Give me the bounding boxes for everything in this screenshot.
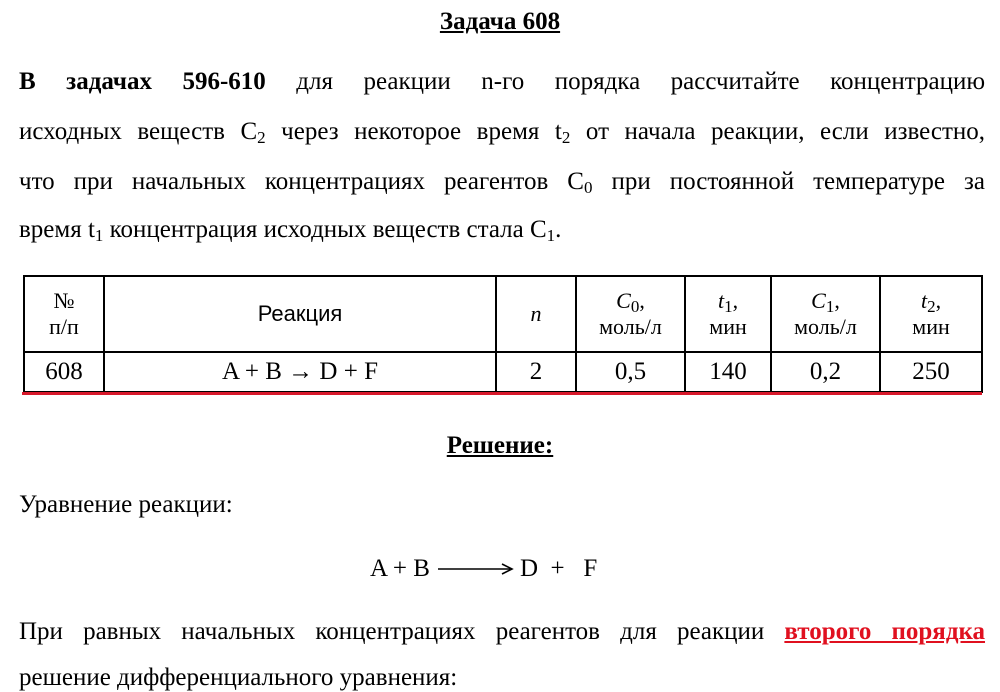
red-underline (22, 392, 982, 395)
closing-line-2: решение дифференциального уравнения: (19, 664, 458, 691)
reaction-arrow-icon (436, 561, 514, 577)
intro-line-2-sub: 2 (257, 128, 266, 147)
intro-line-3-b: при постоянной температуре за (592, 168, 985, 195)
reaction-equation (370, 555, 597, 583)
header-num: № п/п (24, 276, 104, 352)
intro-line-3-a: что при начальных концентрациях реагентов C (19, 168, 584, 195)
equation-left: A + B (370, 555, 430, 582)
header-c1: $C_1$, моль/л (771, 276, 880, 352)
header-reaction: Реакция (104, 276, 496, 352)
cell-num: 608 (24, 352, 104, 392)
header-t1: $t_1$, мин (685, 276, 771, 352)
intro-line-4-c: . (555, 216, 562, 243)
cell-t2: 250 (880, 352, 982, 392)
intro-line-4-sub: 1 (94, 226, 104, 245)
closing-text: При равных начальных концентрациях реагентов для реакции (19, 618, 785, 645)
second-order-highlight: второго порядка (784, 618, 986, 645)
intro-line-1 (19, 68, 985, 96)
cell-t1: 140 (685, 352, 771, 392)
task-table (23, 275, 983, 393)
table-header-row (24, 276, 982, 352)
task-title: Задача 608 (439, 8, 561, 35)
intro-line-4-sub2: 1 (546, 226, 556, 245)
intro-line-3-sub: 0 (583, 178, 593, 197)
intro-line-4 (19, 216, 985, 244)
solution-title: Решение: (446, 432, 554, 459)
cell-c0: 0,5 (576, 352, 685, 392)
intro-line-2-a: исходных веществ C (19, 118, 258, 145)
header-order: n (496, 276, 576, 352)
table-row (24, 352, 982, 392)
cell-order: 2 (496, 352, 576, 392)
header-t2: $t_2$, мин (880, 276, 982, 352)
cell-reaction: A + B → D + F (104, 352, 496, 392)
equation-right: D + F (519, 555, 598, 582)
equation-label: Уравнение реакции: (19, 491, 233, 518)
intro-line-2-c: от начала реакции, если известно, (570, 118, 986, 145)
intro-line-4-a: время t (19, 216, 95, 243)
intro-line-2-b: через некоторое время t (265, 118, 562, 145)
intro-bold-range: В задачах 596-610 (19, 68, 266, 95)
closing-line-1 (19, 618, 985, 646)
intro-line-3 (19, 168, 985, 196)
cell-c1: 0,2 (771, 352, 880, 392)
header-c0: $C_0$, моль/л (576, 276, 685, 352)
intro-line-2-sub2: 2 (561, 128, 571, 147)
intro-line-1-text: для реакции n-го порядка рассчитайте концентрацию (265, 68, 986, 95)
intro-line-4-b: концентрация исходных веществ стала C (103, 216, 547, 243)
intro-line-2 (19, 118, 985, 146)
